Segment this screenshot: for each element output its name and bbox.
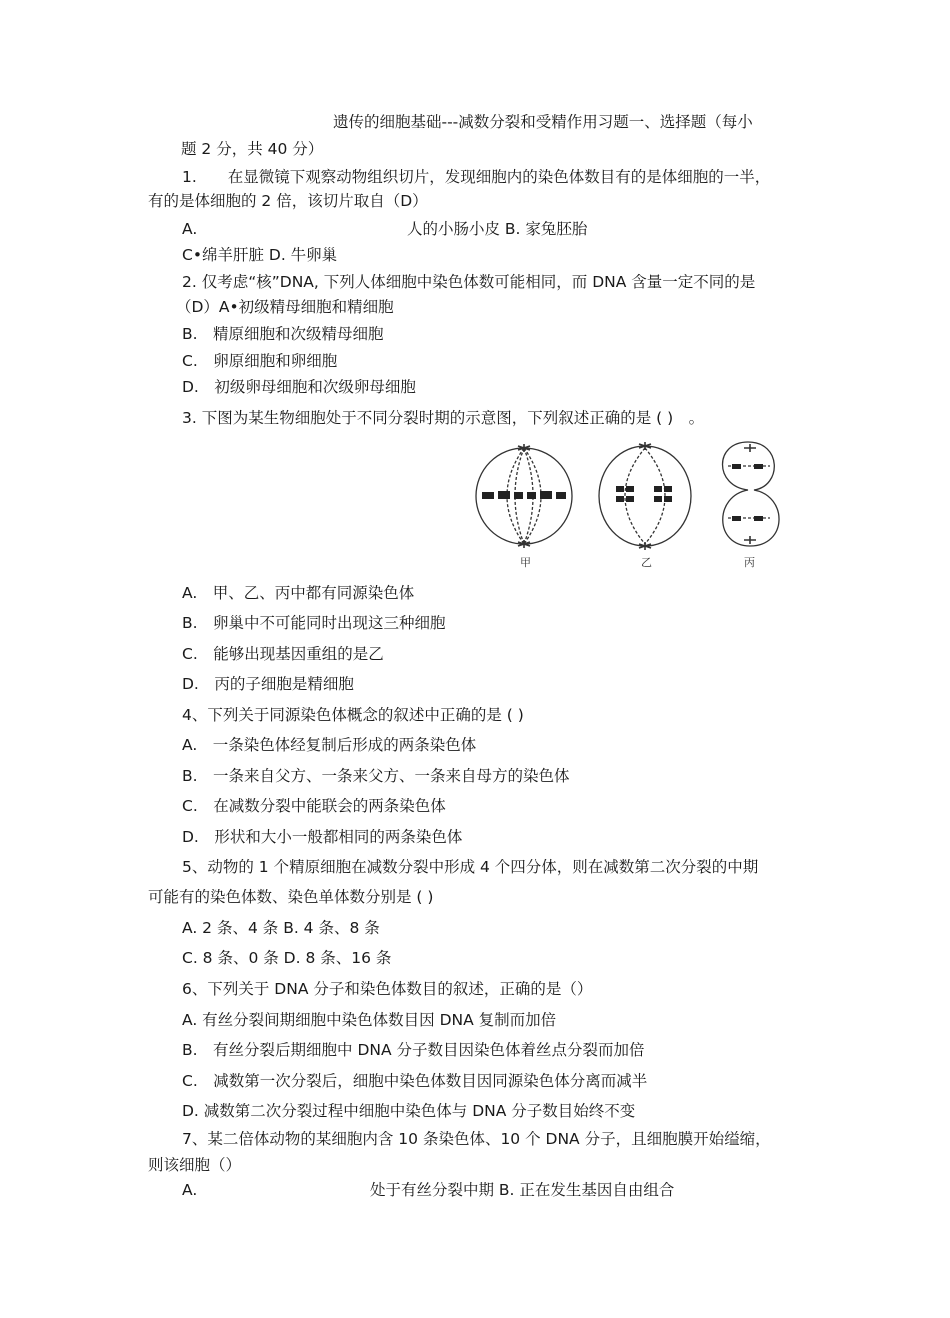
title-line: 遗传的细胞基础---减数分裂和受精作用习题一、选择题（每小	[333, 113, 753, 131]
q6-option-a: A. 有丝分裂间期细胞中染色体数目因 DNA 复制而加倍	[182, 1011, 557, 1029]
q3-option-a: A. 甲、乙、丙中都有同源染色体	[182, 584, 415, 602]
q6-option-d: D. 减数第二次分裂过程中细胞中染色体与 DNA 分子数目始终不变	[182, 1102, 636, 1120]
q7-option-a: 处于有丝分裂中期 B. 正在发生基因自由组合	[370, 1181, 675, 1199]
q5-option-a: A. 2 条、4 条 B. 4 条、8 条	[182, 919, 380, 937]
q2-stem-2: （D）A•初级精母细胞和精细胞	[176, 298, 394, 316]
q5-stem: 5、动物的 1 个精原细胞在减数分裂中形成 4 个四分体，则在减数第二次分裂的中期	[182, 858, 759, 876]
q3-option-d: D. 丙的子细胞是精细胞	[182, 675, 354, 693]
q4-stem: 4、下列关于同源染色体概念的叙述中正确的是 ( )	[182, 706, 524, 724]
label-yi: 乙	[641, 556, 652, 569]
cell-bing	[723, 442, 780, 546]
label-bing: 丙	[744, 556, 755, 569]
q7-stem-2: 则该细胞（）	[148, 1156, 242, 1174]
q5-stem-2: 可能有的染色体数、染色单体数分别是 ( )	[148, 888, 434, 906]
q2-option-b: B. 精原细胞和次级精母细胞	[182, 325, 384, 343]
q3-stem: 3. 下图为某生物细胞处于不同分裂时期的示意图，下列叙述正确的是 ( ) 。	[182, 409, 705, 427]
q7-option-a-label: A.	[182, 1181, 198, 1199]
q1-stem-2: 有的是体细胞的 2 倍，该切片取自（D）	[148, 192, 428, 210]
cell-jia	[476, 444, 572, 548]
q3-option-b: B. 卵巢中不可能同时出现这三种细胞	[182, 614, 446, 632]
q1-stem: 1. 在显微镜下观察动物组织切片，发现细胞内的染色体数目有的是体细胞的一半，	[182, 168, 771, 186]
cell-division-figure	[470, 436, 790, 576]
cell-yi	[599, 442, 691, 550]
q1-option-a-label: A.	[182, 220, 198, 238]
q6-stem: 6、下列关于 DNA 分子和染色体数目的叙述，正确的是（）	[182, 980, 593, 998]
label-jia: 甲	[520, 556, 531, 569]
q4-option-a: A. 一条染色体经复制后形成的两条染色体	[182, 736, 477, 754]
q1-option-c: C•绵羊肝脏 D. 牛卵巢	[182, 246, 338, 264]
q2-option-c: C. 卵原细胞和卵细胞	[182, 352, 338, 370]
q6-option-c: C. 减数第一次分裂后，细胞中染色体数目因同源染色体分离而减半	[182, 1072, 648, 1090]
q4-option-d: D. 形状和大小一般都相同的两条染色体	[182, 828, 463, 846]
q3-option-c: C. 能够出现基因重组的是乙	[182, 645, 384, 663]
q4-option-b: B. 一条来自父方、一条来父方、一条来自母方的染色体	[182, 767, 570, 785]
q1-option-a: 人的小肠小皮 B. 家兔胚胎	[407, 220, 588, 238]
title-line-2: 题 2 分，共 40 分）	[181, 140, 324, 158]
q2-stem: 2. 仅考虑“核”DNA, 下列人体细胞中染色体数可能相同，而 DNA 含量一定不同的是	[182, 273, 756, 291]
q7-stem: 7、某二倍体动物的某细胞内含 10 条染色体、10 个 DNA 分子，且细胞膜开始缢缩，	[182, 1130, 771, 1148]
q4-option-c: C. 在减数分裂中能联会的两条染色体	[182, 797, 446, 815]
q5-option-c: C. 8 条、0 条 D. 8 条、16 条	[182, 949, 392, 967]
q2-option-d: D. 初级卵母细胞和次级卵母细胞	[182, 378, 416, 396]
q6-option-b: B. 有丝分裂后期细胞中 DNA 分子数目因染色体着丝点分裂而加倍	[182, 1041, 645, 1059]
